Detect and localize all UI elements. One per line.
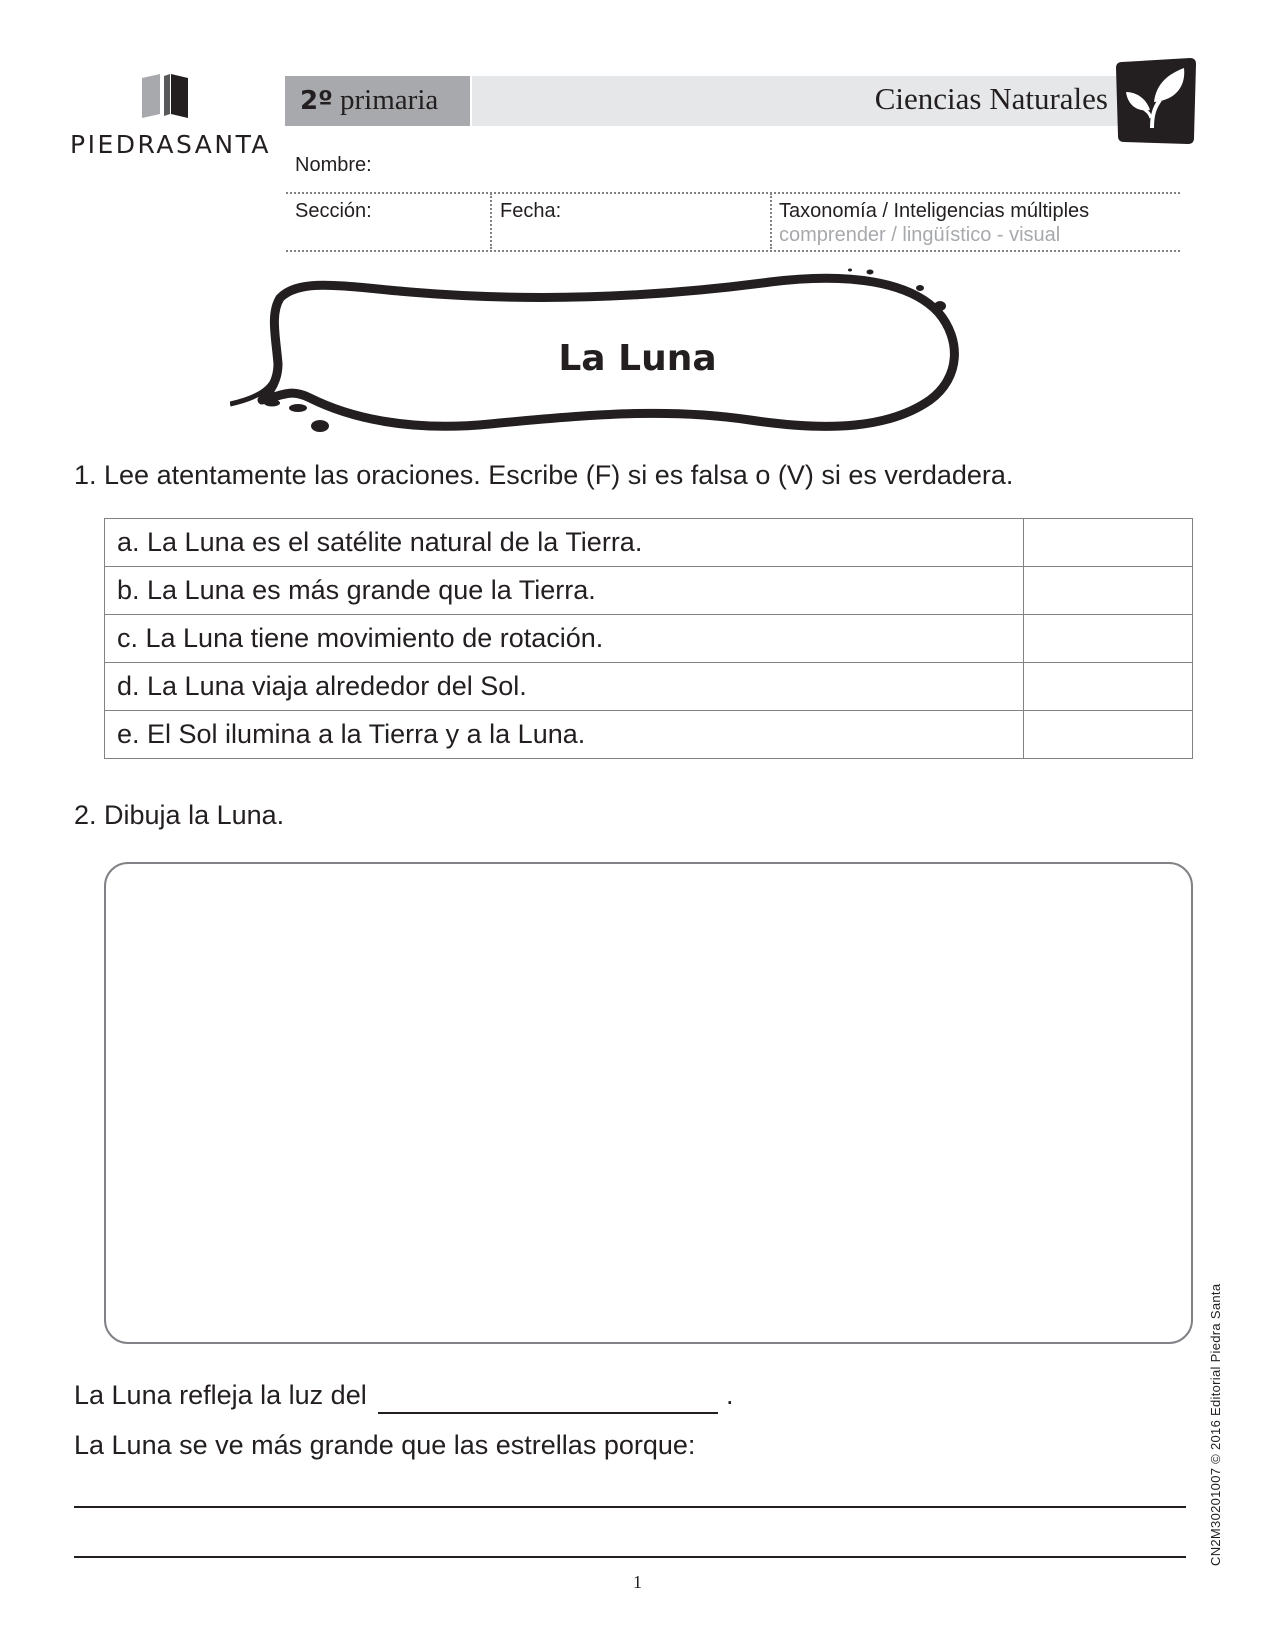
leaf-icon [1116,58,1196,144]
table-row [105,615,1193,663]
statement-cell: b. La Luna es más grande que la Tierra. [105,567,1024,615]
subject-title: Ciencias Naturales [874,81,1108,116]
taxonomy-value: comprender / lingüístico - visual [779,224,1061,246]
taxonomy-label: Taxonomía / Inteligencias múltiples [779,200,1090,222]
answer-line-2[interactable] [74,1556,1186,1558]
true-false-table [104,518,1193,759]
date-field-label: Fecha: [500,200,562,222]
subject-bar [472,76,1122,126]
name-field-label: Nombre: [295,154,372,176]
statement-cell: e. El Sol ilumina a la Tierra y a la Luna. [105,711,1024,759]
question-1-prompt: 1. Lee atentamente las oraciones. Escribe (F) si es falsa o (V) si es verdadera. [74,460,1014,490]
answer-cell[interactable] [1024,567,1193,615]
answer-cell[interactable] [1024,519,1193,567]
sentence-2: La Luna se ve más grande que las estrellas porque: [74,1430,696,1460]
table-row [105,663,1193,711]
grade-number: 2º [300,86,333,116]
section-field-label: Sección: [295,200,372,222]
divider-bottom [286,250,1180,252]
question-2-prompt: 2. Dibuja la Luna. [74,800,285,830]
answer-cell[interactable] [1024,663,1193,711]
statement-cell: c. La Luna tiene movimiento de rotación. [105,615,1024,663]
divider-vertical-1 [490,193,492,249]
drawing-area[interactable] [104,862,1193,1344]
statement-cell: a. La Luna es el satélite natural de la Tierra. [105,519,1024,567]
page-title: La Luna [558,338,717,379]
sentence-1: La Luna refleja la luz del [74,1380,367,1410]
divider-vertical-2 [770,193,772,249]
grade-badge [285,76,470,126]
sentence-1-period: . [726,1380,734,1410]
blank-line[interactable] [378,1412,718,1414]
page-number: 1 [633,1572,642,1592]
publisher-logo [70,74,272,164]
statement-cell: d. La Luna viaja alrededor del Sol. [105,663,1024,711]
copyright-notice: CN2M30201007 © 2016 Editorial Piedra Santa [1208,1283,1223,1566]
answer-cell[interactable] [1024,615,1193,663]
book-icon [140,74,190,120]
grade-label [300,84,438,117]
table-row [105,711,1193,759]
table-row [105,567,1193,615]
answer-line-1[interactable] [74,1506,1186,1508]
answer-cell[interactable] [1024,711,1193,759]
divider-top [286,192,1180,194]
logo-text: PIEDRASANTA [70,130,272,159]
table-row [105,519,1193,567]
grade-suffix: primaria [340,84,439,116]
